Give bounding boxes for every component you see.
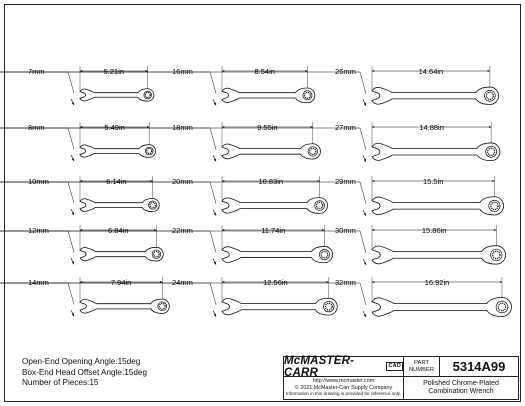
wrench-outline bbox=[372, 298, 511, 317]
wrench-size-label: 16mm bbox=[172, 67, 193, 76]
mcmaster-logo bbox=[284, 354, 404, 379]
wrench-size-label: 24mm bbox=[172, 278, 193, 287]
size-arrow bbox=[213, 99, 216, 105]
wrench-outline bbox=[80, 247, 163, 261]
size-arrow bbox=[71, 209, 74, 215]
wrench-outline bbox=[80, 89, 154, 101]
wrench-outline bbox=[222, 298, 337, 315]
spec-notes bbox=[22, 357, 147, 389]
wrench-length-label: 15.86in bbox=[421, 226, 447, 235]
size-arrow bbox=[213, 155, 216, 161]
size-arrow bbox=[363, 311, 366, 317]
wrench-length-label: 16.92in bbox=[424, 278, 450, 287]
part-label-line2: NUMBER bbox=[408, 366, 435, 373]
wrench-outline bbox=[372, 143, 500, 161]
wrench-size-label: 18mm bbox=[172, 123, 193, 132]
wrench-outline bbox=[80, 145, 156, 158]
title-block-info bbox=[284, 377, 404, 399]
size-arrow bbox=[213, 210, 216, 216]
wrench-size-label: 7mm bbox=[28, 67, 45, 76]
wrench-length-label: 14.88in bbox=[419, 123, 444, 132]
wrench-outline bbox=[80, 199, 159, 212]
wrench-length-label: 5.49in bbox=[104, 123, 125, 132]
wrench-size-label: 32mm bbox=[335, 278, 356, 287]
size-arrow bbox=[71, 155, 74, 161]
size-arrow bbox=[71, 310, 74, 316]
part-number: 5314A99 bbox=[440, 357, 518, 377]
wrench-length-label: 8.54in bbox=[254, 67, 275, 76]
size-arrow bbox=[213, 311, 216, 317]
wrench-size-label: 14mm bbox=[28, 278, 49, 287]
website-url: http://www.mcmaster.com bbox=[312, 378, 375, 384]
size-arrow bbox=[363, 100, 366, 106]
wrench-length-label: 7.94in bbox=[110, 278, 132, 287]
description-line1: Polished Chrome-Plated bbox=[423, 380, 499, 387]
size-arrow bbox=[363, 156, 366, 162]
size-arrow bbox=[363, 210, 366, 216]
wrench-outline bbox=[222, 198, 328, 214]
description-line2: Combination Wrench bbox=[428, 388, 494, 396]
wrench-drawing bbox=[0, 122, 500, 162]
wrench-length-label: 5.21in bbox=[103, 67, 125, 76]
box-end-offset-note: Box-End Head Offset Angle:15deg bbox=[22, 367, 148, 377]
part-number-label bbox=[404, 357, 440, 377]
wrench-outline bbox=[372, 87, 499, 104]
wrench-outline bbox=[222, 88, 315, 103]
wrench-length-label: 6.14in bbox=[106, 177, 127, 186]
wrench-size-label: 12mm bbox=[28, 226, 49, 235]
wrench-outline bbox=[222, 144, 320, 159]
disclaimer: Information in this drawing is provided for reference only. bbox=[285, 391, 402, 397]
title-block bbox=[283, 356, 519, 400]
open-end-angle-note: Open-End Opening Angle:15deg bbox=[22, 357, 141, 366]
wrench-size-label: 29mm bbox=[335, 177, 356, 186]
wrench-outline bbox=[222, 246, 333, 262]
wrench-length-label: 12.56in bbox=[263, 278, 288, 287]
wrench-outline bbox=[372, 197, 504, 215]
wrench-length-label: 15.5in bbox=[423, 177, 444, 186]
wrench-drawing bbox=[0, 66, 499, 106]
wrench-size-label: 30mm bbox=[335, 226, 356, 235]
wrench-drawing bbox=[0, 225, 506, 265]
wrench-length-label: 11.74in bbox=[261, 226, 286, 235]
wrench-outline bbox=[372, 246, 506, 264]
logo-text: McMASTER-CARR bbox=[284, 354, 355, 379]
size-arrow bbox=[213, 259, 216, 265]
size-arrow bbox=[71, 99, 74, 105]
wrench-length-label: 10.83in bbox=[258, 177, 284, 186]
size-arrow bbox=[363, 259, 366, 265]
wrench-size-label: 20mm bbox=[172, 177, 193, 186]
wrench-length-label: 14.64in bbox=[418, 67, 444, 76]
wrench-size-label: 26mm bbox=[335, 67, 356, 76]
wrench-size-label: 8mm bbox=[28, 123, 45, 132]
wrench-length-label: 6.84in bbox=[107, 226, 129, 235]
cad-mark: CAD bbox=[388, 363, 401, 369]
wrench-outline bbox=[80, 299, 169, 313]
part-description bbox=[404, 377, 518, 399]
wrench-layer bbox=[0, 66, 511, 317]
pieces-note: Number of Pieces:15 bbox=[22, 378, 99, 387]
wrench-length-label: 9.55in bbox=[257, 123, 278, 132]
copyright: © 2021 McMaster-Carr Supply Company bbox=[294, 384, 393, 391]
wrench-size-label: 10mm bbox=[28, 177, 49, 186]
wrench-drawing bbox=[0, 176, 504, 216]
wrench-size-label: 27mm bbox=[335, 123, 356, 132]
wrench-size-label: 22mm bbox=[172, 226, 193, 235]
wrench-drawing bbox=[0, 277, 511, 317]
part-label-line1: PART bbox=[414, 360, 429, 366]
size-arrow bbox=[71, 258, 74, 264]
